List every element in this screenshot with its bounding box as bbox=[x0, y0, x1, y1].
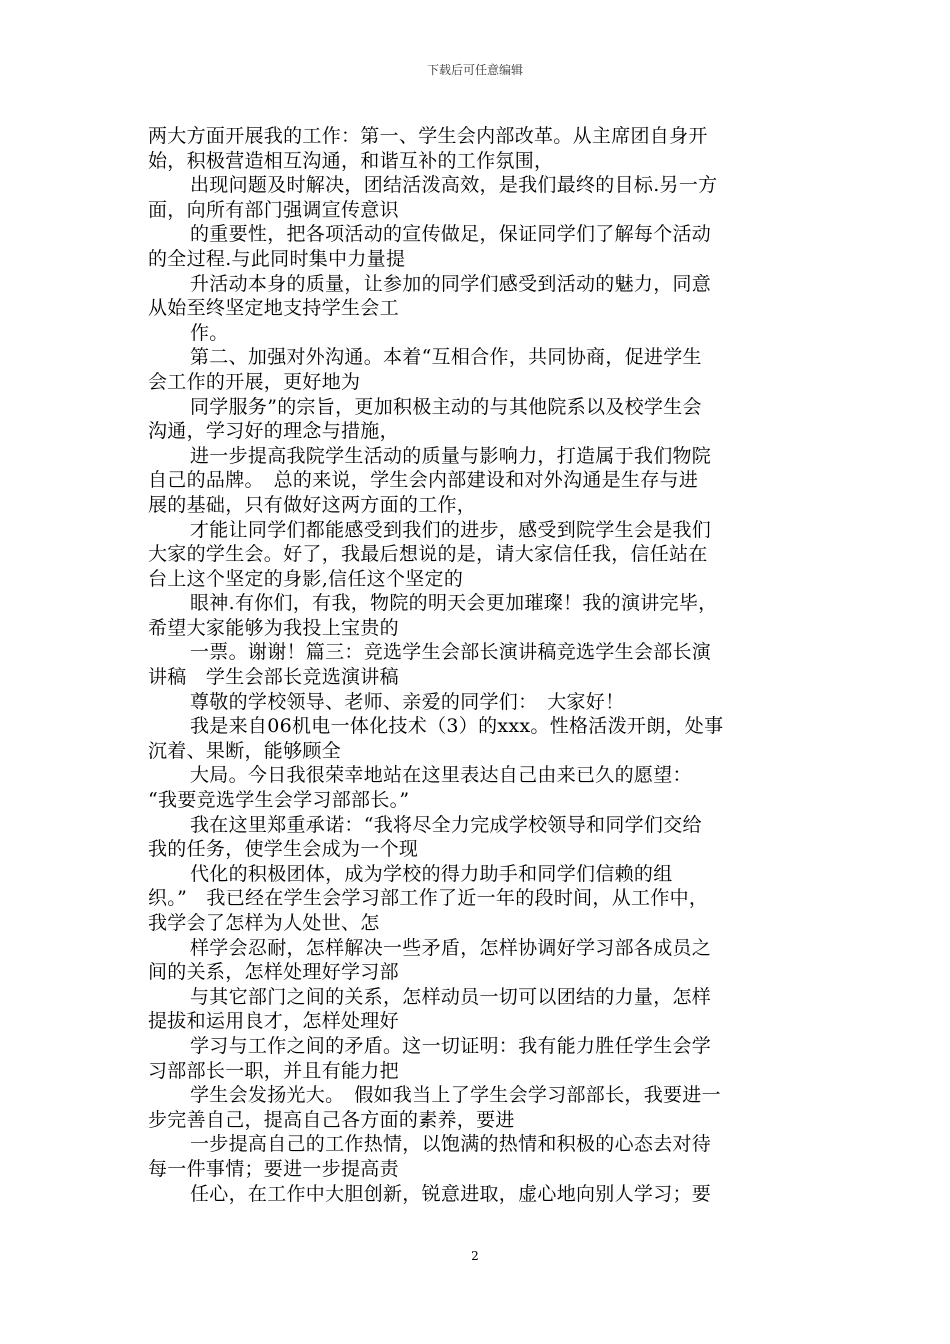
text-line: 出现问题及时解决，团结活泼高效，是我们最终的目标.另一方 bbox=[190, 174, 718, 197]
text-line: 始，积极营造相互沟通，和谐互补的工作氛围， bbox=[148, 149, 554, 172]
text-line: 我在这里郑重承诺：“我将尽全力完成学校领导和同学们交给 bbox=[190, 813, 702, 836]
text-line: 的全过程.与此同时集中力量提 bbox=[148, 247, 406, 270]
text-line: 升活动本身的质量，让参加的同学们感受到活动的魅力，同意 bbox=[190, 272, 712, 295]
text-line: 代化的积极团体，成为学校的得力助手和同学们信赖的组 bbox=[190, 862, 673, 885]
text-line: 大局。今日我很荣幸地站在这里表达自己由来已久的愿望： bbox=[190, 764, 692, 787]
text-line: “我要竞选学生会学习部部长。” bbox=[148, 789, 410, 812]
document-body bbox=[148, 124, 818, 1206]
text-line: 的重要性，把各项活动的宣传做足，保证同学们了解每个活动 bbox=[190, 223, 712, 246]
text-line: 间的关系，怎样处理好学习部 bbox=[148, 961, 399, 984]
text-line: 面，向所有部门强调宣传意识 bbox=[148, 198, 399, 221]
text-line: 一步提高自己的工作热情，以饱满的热情和积极的心态去对待 bbox=[190, 1133, 712, 1156]
page-number: 2 bbox=[471, 1249, 479, 1263]
text-line: 我是来自06机电一体化技术（3）的xxx。性格活泼开朗，处事 bbox=[190, 715, 724, 738]
text-line: 我的任务，使学生会成为一个现 bbox=[148, 838, 419, 861]
text-line: 习部部长一职，并且有能力把 bbox=[148, 1059, 399, 1082]
text-line: 希望大家能够为我投上宝贵的 bbox=[148, 616, 399, 639]
page-header: 下载后可任意编辑 bbox=[426, 63, 523, 77]
text-line: 进一步提高我院学生活动的质量与影响力，打造属于我们物院 bbox=[190, 444, 712, 467]
text-line: 才能让同学们都能感受到我们的进步，感受到院学生会是我们 bbox=[190, 518, 712, 541]
text-line: 沉着、果断，能够顾全 bbox=[148, 739, 342, 762]
text-line: 从始至终坚定地支持学生会工 bbox=[148, 297, 399, 320]
text-line: 同学服务”的宗旨，更加积极主动的与其他院系以及校学生会 bbox=[190, 395, 702, 418]
text-line: 任心，在工作中大胆创新，锐意进取，虚心地向别人学习；要 bbox=[190, 1182, 712, 1205]
text-line: 提拔和运用良才，怎样处理好 bbox=[148, 1010, 399, 1033]
text-line: 尊敬的学校领导、老师、亲爱的同学们： 大家好！ bbox=[190, 690, 625, 713]
text-line: 作。 bbox=[190, 321, 229, 344]
text-line: 沟通，学习好的理念与措施， bbox=[148, 420, 399, 443]
text-line: 样学会忍耐，怎样解决一些矛盾，怎样协调好学习部各成员之 bbox=[190, 936, 712, 959]
text-line: 我学会了怎样为人处世、怎 bbox=[148, 912, 380, 934]
text-line: 与其它部门之间的关系，怎样动员一切可以团结的力量，怎样 bbox=[190, 985, 712, 1008]
text-line: 一票。谢谢！篇三：竞选学生会部长演讲稿竞选学生会部长演 bbox=[190, 641, 712, 664]
text-line: 织。” 我已经在学生会学习部工作了近一年的段时间，从工作中， bbox=[148, 887, 709, 910]
text-line: 学习与工作之间的矛盾。这一切证明：我有能力胜任学生会学 bbox=[190, 1034, 712, 1057]
text-line: 第二、加强对外沟通。本着“互相合作，共同协商，促进学生 bbox=[190, 346, 702, 369]
text-line: 展的基础，只有做好这两方面的工作， bbox=[148, 493, 477, 516]
text-line: 会工作的开展，更好地为 bbox=[148, 370, 361, 393]
text-line: 两大方面开展我的工作：第一、学生会内部改革。从主席团自身开 bbox=[148, 125, 708, 147]
text-line: 台上这个坚定的身影,信任这个坚定的 bbox=[148, 567, 464, 590]
text-line: 自己的品牌。 总的来说，学生会内部建设和对外沟通是生存与进 bbox=[148, 469, 699, 492]
text-line: 大家的学生会。好了，我最后想说的是，请大家信任我，信任站在 bbox=[148, 543, 708, 566]
text-line: 学生会发扬光大。 假如我当上了学生会学习部部长，我要进一 bbox=[190, 1084, 721, 1107]
text-line: 眼神.有你们，有我，物院的明天会更加璀璨！我的演讲完毕， bbox=[190, 592, 718, 615]
text-line: 讲稿 学生会部长竞选演讲稿 bbox=[148, 666, 399, 689]
text-line: 步完善自己，提高自己各方面的素养，要进 bbox=[148, 1108, 515, 1131]
text-line: 每一件事情；要进一步提高责 bbox=[148, 1157, 399, 1180]
